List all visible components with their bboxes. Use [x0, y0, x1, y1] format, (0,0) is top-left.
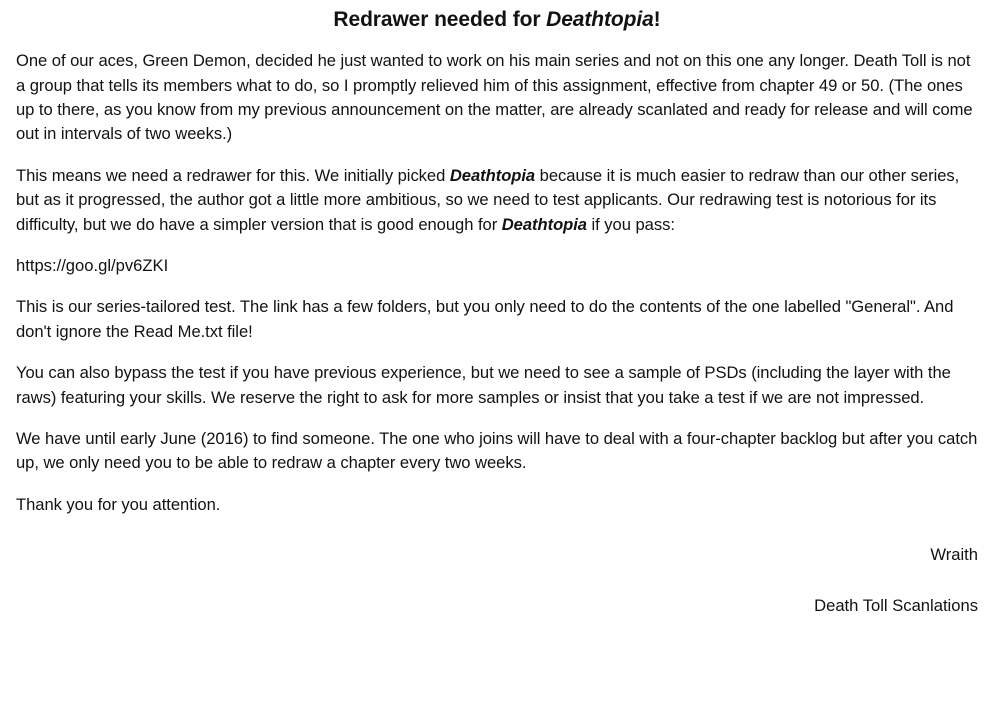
paragraph-text: if you pass:	[586, 214, 675, 234]
paragraph-text: because it is much easier to redraw than our other series, but as it progressed, the author got a little more ambitious, so we need to test applicants. Our redrawing test is notorious for its difficulty, but we do have a simpler version that is good enough for	[16, 165, 960, 234]
test-link[interactable]: https://goo.gl/pv6ZKI	[16, 256, 169, 276]
paragraph-text: One of our aces, Green Demon, decided he just wanted to work on his main series and not on this one any longer. Death Toll is not a group that tells its members what to do, so I promptly relieved him of this assignment, effective from chapter 49 or 50. (The ones up to there, as you know from my previous announcement on the matter, are already scanlated and ready for release and will come out in intervals of two weeks.)	[16, 51, 973, 144]
paragraph-text: Thank you for you attention.	[16, 494, 221, 514]
paragraph-thanks	[16, 493, 978, 517]
paragraph-text: You can also bypass the test if you have previous experience, but we need to see a sample of PSDs (including the layer with the raws) featuring your skills. We reserve the right to ask for more samples or insist that you take a test if we are not impressed.	[16, 363, 951, 407]
paragraph-deadline	[16, 427, 978, 476]
signature-name: Wraith	[930, 545, 978, 565]
paragraph-intro	[16, 49, 978, 147]
series-title-inline: Deathtopia	[501, 214, 587, 234]
page-title	[16, 6, 978, 33]
series-title-inline: Deathtopia	[449, 165, 536, 185]
page-title-prefix: Redrawer needed for	[333, 8, 547, 31]
paragraph-bypass-test	[16, 361, 978, 410]
paragraph-text: This is our series-tailored test. The link has a few folders, but you only need to do the contents of the one labelled "General". And don't ignore the Read Me.txt file!	[16, 297, 954, 341]
signature-group: Death Toll Scanlations	[814, 595, 978, 615]
paragraph-redrawer-needed	[16, 164, 978, 237]
page-title-series: Deathtopia	[546, 8, 654, 31]
page-title-suffix: !	[653, 8, 661, 31]
paragraph-text: We have until early June (2016) to find someone. The one who joins will have to deal with a four-chapter backlog but after you catch up, we only need you to be able to redraw a chapter every two weeks.	[16, 428, 978, 473]
paragraph-text: This means we need a redrawer for this. We initially picked	[16, 165, 450, 185]
paragraph-test-instructions	[16, 295, 978, 344]
